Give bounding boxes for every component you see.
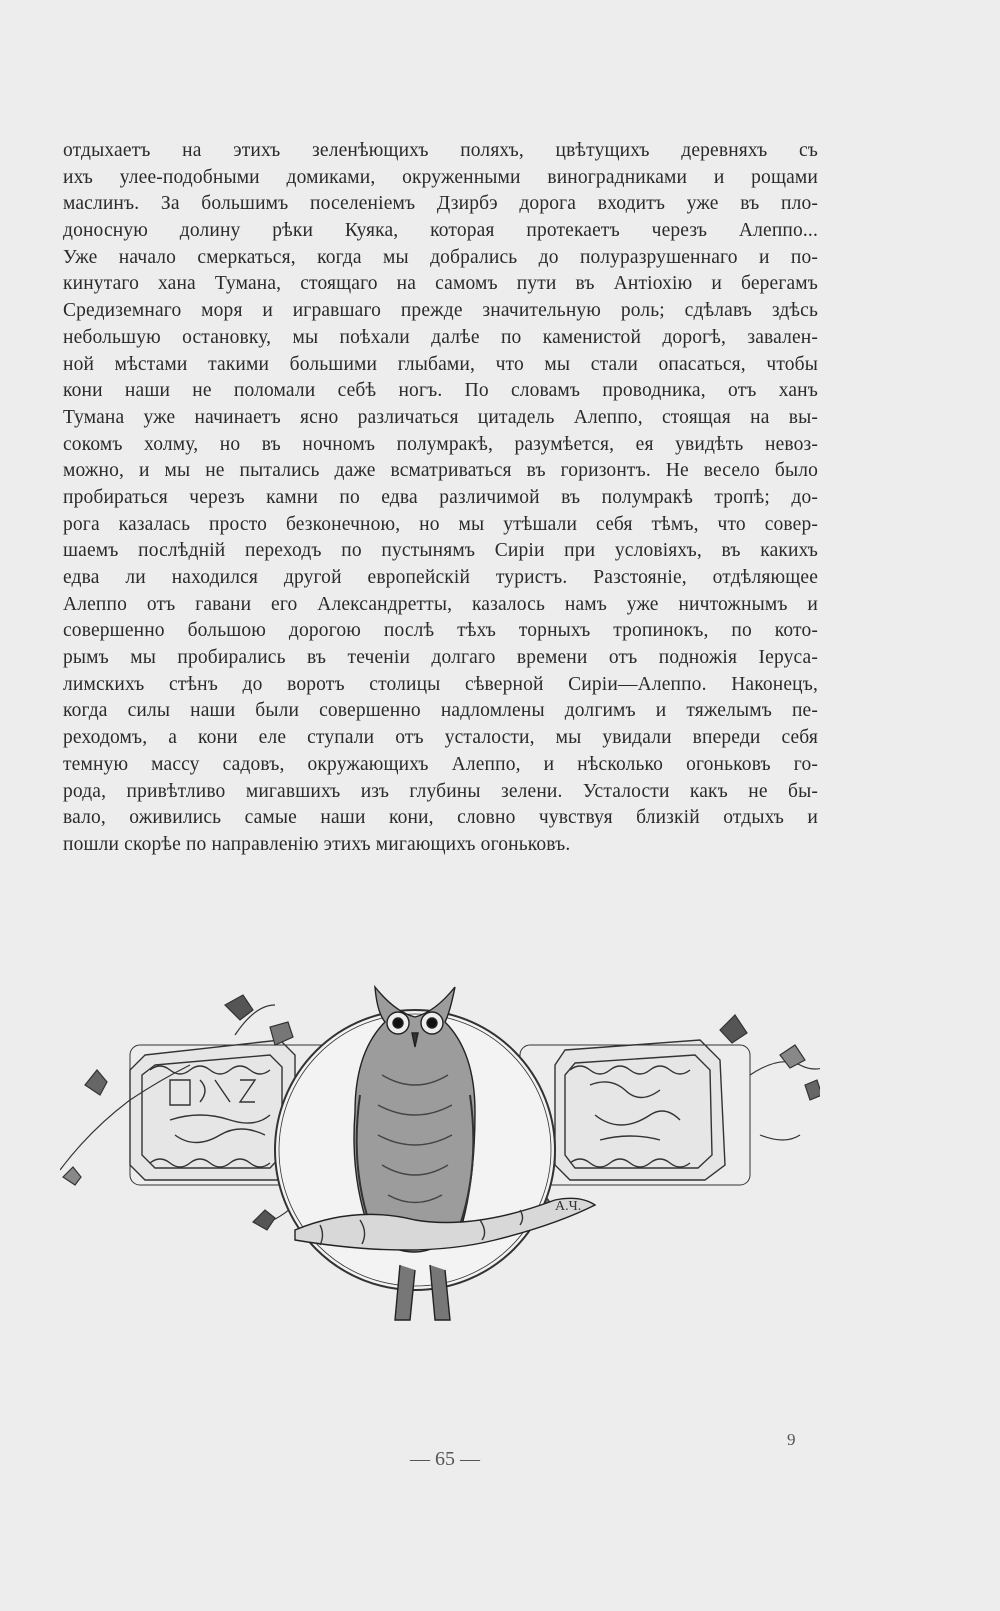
- text-line: Уже начало смеркаться, когда мы добрались до полуразрушеннаго и по-: [63, 246, 818, 268]
- text-line: ихъ улее-подобными домиками, окруженными виноградниками и рощами: [63, 166, 818, 188]
- signature-mark: 9: [787, 1430, 796, 1449]
- text-line: рода, привѣтливо мигавшихъ изъ глубины зелени. Усталости какъ не бы-: [63, 780, 818, 802]
- text-line: сокомъ холму, но въ ночномъ полумракѣ, разумѣется, ея увидѣть невоз-: [63, 433, 818, 455]
- text-line: лимскихъ стѣнъ до воротъ столицы сѣверной Сиріи—Алеппо. Наконецъ,: [63, 673, 818, 695]
- text-line: шаемъ послѣдній переходъ по пустынямъ Сиріи при условіяхъ, въ какихъ: [63, 540, 818, 562]
- text-line: когда силы наши были совершенно надломлены долгимъ и тяжелымъ пе-: [63, 700, 818, 722]
- text-line: пошли скорѣе по направленію этихъ мигающихъ огоньковъ.: [63, 833, 571, 855]
- page-number: — 65 —: [410, 1448, 480, 1470]
- text-line: кинутаго хана Тумана, стоящаго на самомъ пути въ Антіохію и берегамъ: [63, 273, 818, 295]
- text-line: Алеппо отъ гавани его Александретты, казалось намъ уже ничтожнымъ и: [63, 593, 818, 615]
- text-line: доносную долину рѣки Куяка, которая протекаетъ черезъ Алеппо...: [63, 220, 818, 242]
- text-line: едва ли находился другой европейскій туристъ. Разстояніе, отдѣляющее: [63, 567, 818, 588]
- text-line: можно, и мы не пытались даже всматриваться въ горизонтъ. Не весело было: [63, 460, 818, 482]
- text-line: рога казалась просто безконечною, но мы утѣшали себя тѣмъ, что совер-: [63, 513, 818, 535]
- artist-monogram: А.Ч.: [555, 1199, 582, 1214]
- text-line: кони наши не поломали себѣ ногъ. По словамъ проводника, отъ ханъ: [63, 380, 818, 402]
- text-line: Тумана уже начинаетъ ясно различаться цитадель Алеппо, стоящая на вы-: [63, 406, 818, 428]
- text-line: маслинъ. За большимъ поселеніемъ Дзирбэ дорога входитъ уже въ пло-: [63, 193, 818, 215]
- text-line: пробираться черезъ камни по едва различимой въ полумракѣ тропѣ; до-: [63, 486, 818, 508]
- text-line: темную массу садовъ, окружающихъ Алеппо, и нѣсколько огоньковъ го-: [63, 753, 818, 775]
- text-line: вало, оживились самые наши кони, словно чувствуя близкій отдыхъ и: [63, 807, 818, 829]
- owl-vignette-icon: [60, 975, 820, 1345]
- text-line: реходомъ, а кони еле ступали отъ усталости, мы увидали впереди себя: [63, 727, 818, 749]
- text-line: ной мѣстами такими большими глыбами, что мы стали опасаться, чтобы: [63, 353, 818, 375]
- text-line: рымъ мы пробирались въ теченіи долгаго времени отъ подножія Іеруса-: [63, 647, 818, 669]
- body-text: [63, 138, 818, 859]
- text-line: небольшую остановку, мы поѣхали далѣе по каменистой дорогѣ, завален-: [63, 326, 818, 348]
- text-line: отдыхаетъ на этихъ зеленѣющихъ поляхъ, цвѣтущихъ деревняхъ съ: [63, 140, 818, 161]
- text-line: Средиземнаго моря и игравшаго прежде значительную роль; сдѣлавъ здѣсь: [63, 300, 818, 322]
- text-line: совершенно большою дорогою послѣ тѣхъ торныхъ тропинокъ, по кото-: [63, 620, 818, 642]
